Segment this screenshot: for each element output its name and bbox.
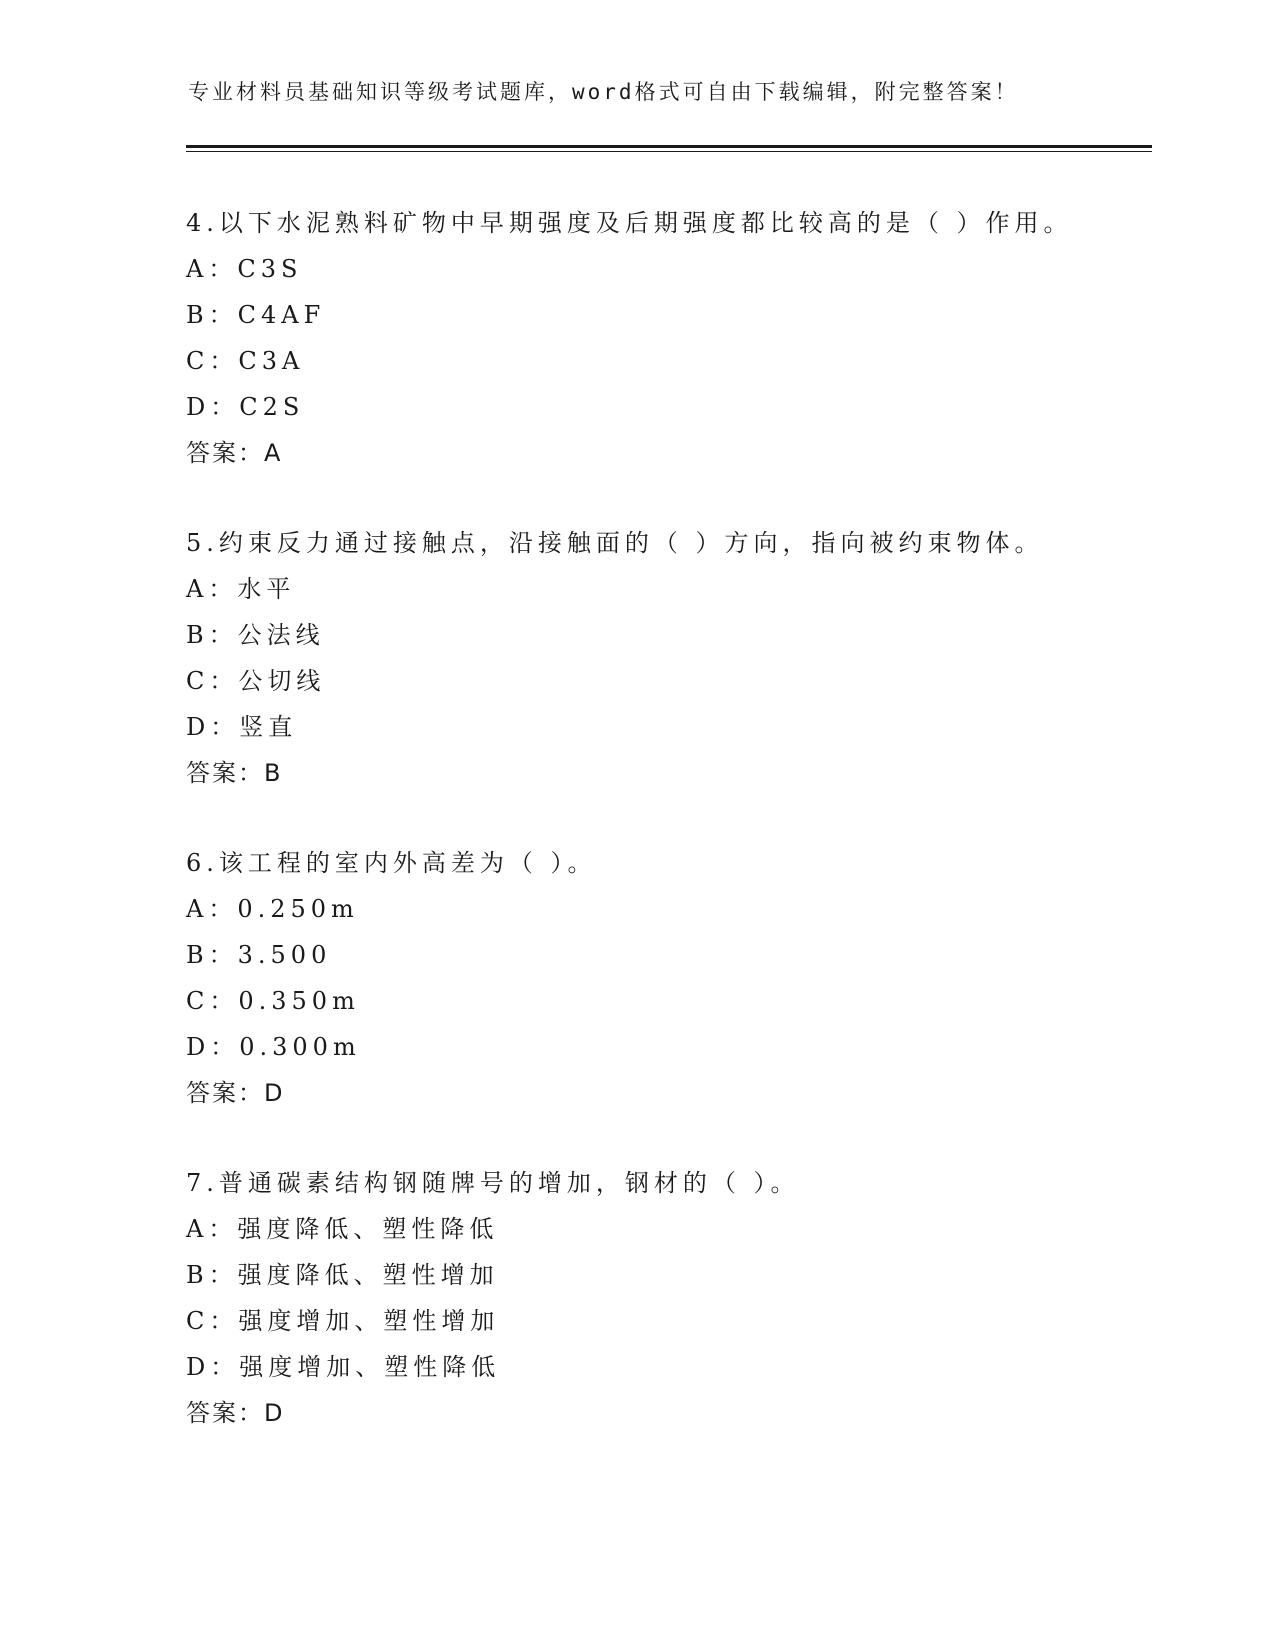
option-d: D：0.300m — [186, 1033, 361, 1061]
option-b: B：强度降低、塑性增加 — [186, 1261, 499, 1289]
option-a: A：0.250m — [186, 895, 359, 923]
question-list — [186, 200, 1152, 1480]
option-c: C：C3A — [186, 347, 305, 375]
option-b: B：3.500 — [186, 941, 332, 969]
option-a: A：C3S — [186, 255, 303, 283]
option-a: A：强度降低、塑性降低 — [186, 1215, 499, 1243]
header-rule-thick — [186, 145, 1152, 148]
question-stem: 4.以下水泥熟料矿物中早期强度及后期强度都比较高的是（ ）作用。 — [186, 209, 1073, 237]
question-7 — [186, 1160, 1152, 1480]
option-d: D：C2S — [186, 393, 305, 421]
option-a: A：水平 — [186, 575, 296, 603]
option-b: B：公法线 — [186, 621, 325, 649]
answer-text: 答案：D — [186, 1399, 285, 1427]
answer-text: 答案：B — [186, 759, 283, 787]
question-stem: 7.普通碳素结构钢随牌号的增加，钢材的（ ）。 — [186, 1169, 800, 1197]
question-stem: 5.约束反力通过接触点，沿接触面的（ ）方向，指向被约束物体。 — [186, 529, 1044, 557]
option-b: B：C4AF — [186, 301, 326, 329]
header-rule-thin — [186, 151, 1152, 152]
option-d: D：强度增加、塑性降低 — [186, 1353, 501, 1381]
answer-text: 答案：A — [186, 439, 283, 467]
option-c: C：0.350m — [186, 987, 360, 1015]
question-4 — [186, 200, 1152, 520]
question-5 — [186, 520, 1152, 840]
page-header: 专业材料员基础知识等级考试题库，word格式可自由下载编辑，附完整答案！ — [188, 80, 1019, 104]
question-6 — [186, 840, 1152, 1160]
answer-text: 答案：D — [186, 1079, 285, 1107]
option-c: C：强度增加、塑性增加 — [186, 1307, 500, 1335]
option-c: C：公切线 — [186, 667, 326, 695]
option-d: D：竖直 — [186, 713, 298, 741]
question-stem: 6.该工程的室内外高差为（ ）。 — [186, 849, 597, 877]
